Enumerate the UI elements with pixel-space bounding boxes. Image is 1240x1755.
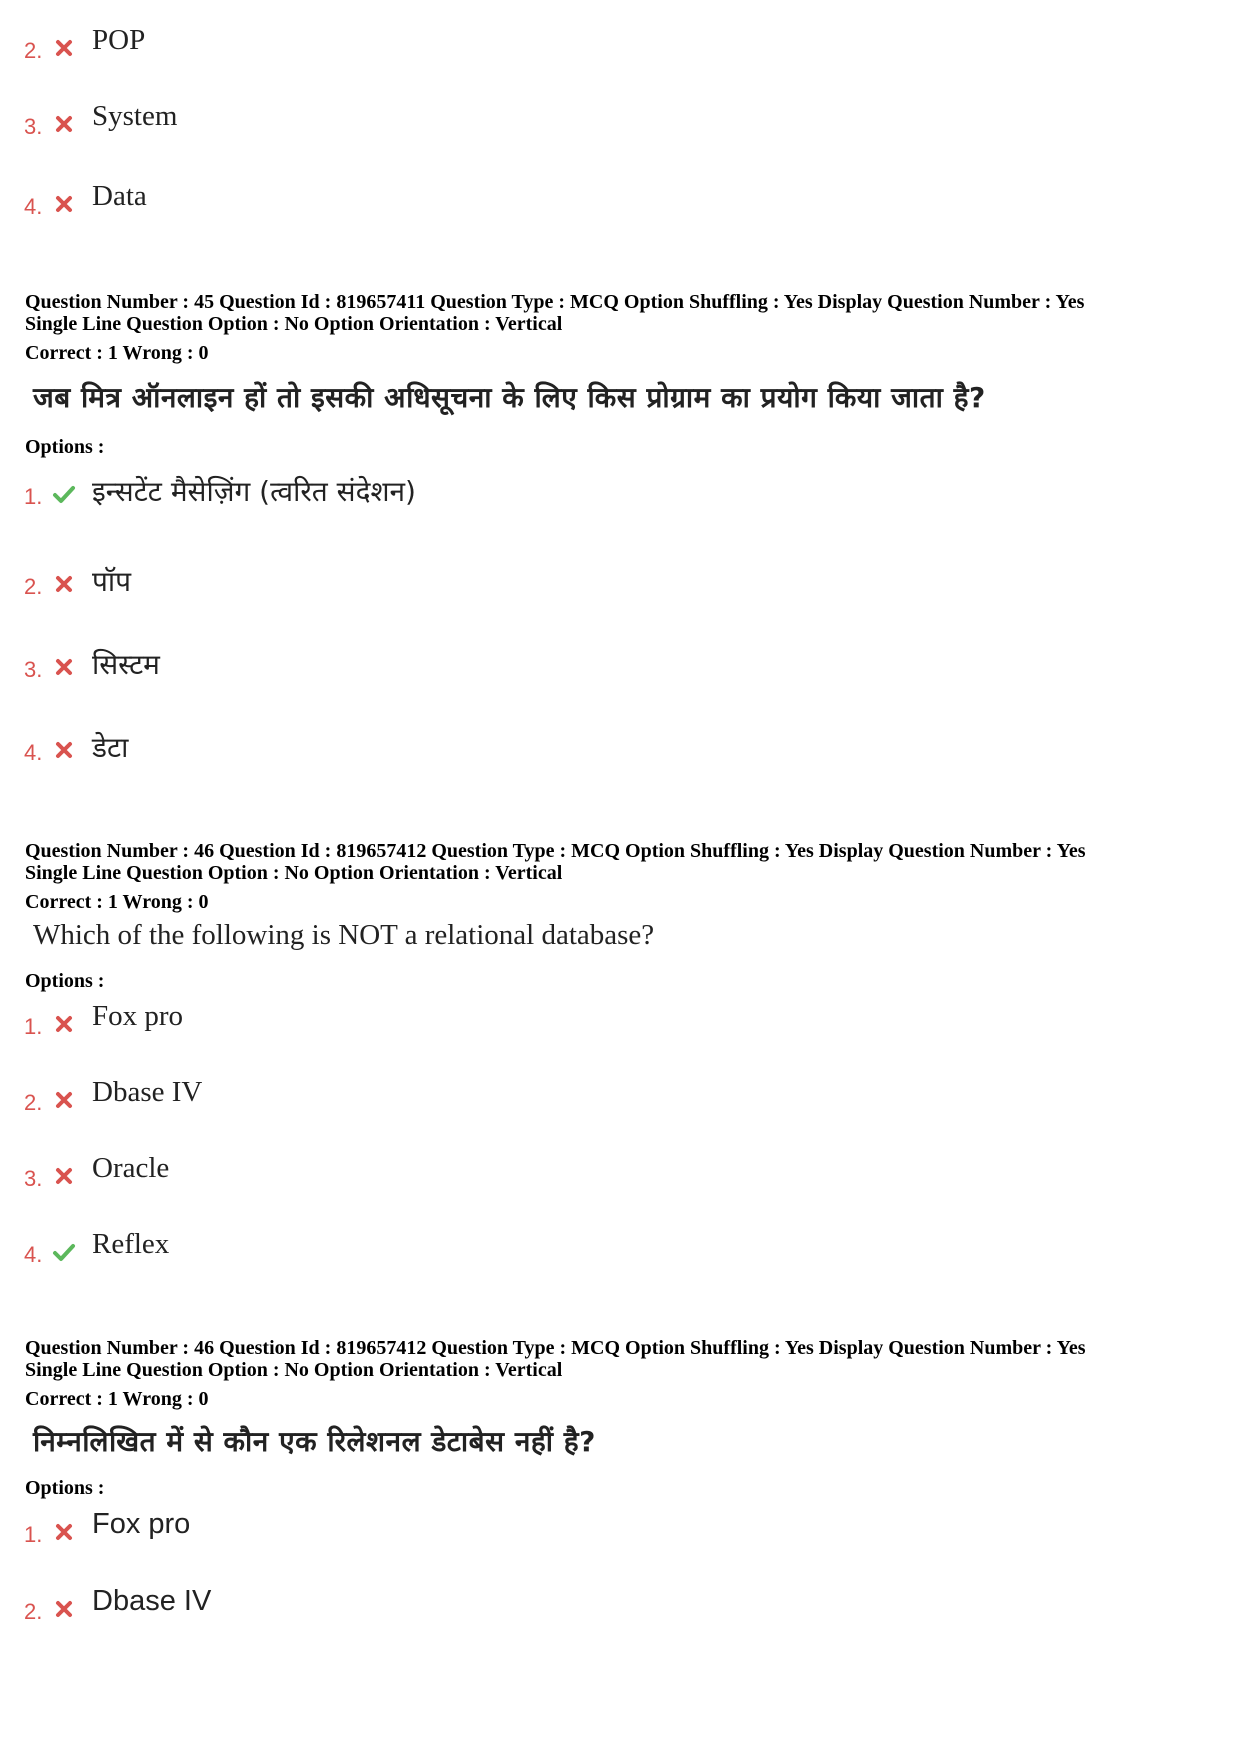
option-number: 4. [24,194,43,219]
option-text: System [92,100,178,132]
option-number: 1. [24,484,43,509]
option-text: Dbase IV [92,1076,203,1108]
option-number: 2. [24,1599,43,1624]
options-label: Options : [25,436,105,458]
option-text: POP [92,24,146,56]
option-number: 2. [24,38,43,63]
check-icon [52,1240,76,1264]
option-number: 1. [24,1522,43,1547]
question-marks: Correct : 1 Wrong : 0 [25,1388,209,1410]
question-meta: Question Number : 46 Question Id : 819657412 Question Type : MCQ Option Shuffling : Yes Display Question Number : Yes [25,840,1086,862]
option-text: सिस्टम [92,648,160,681]
cross-icon [52,1012,76,1036]
check-icon [52,482,76,506]
question-marks: Correct : 1 Wrong : 0 [25,342,209,364]
option-text: डेटा [92,731,129,764]
option-number: 4. [24,740,43,765]
question-text: Which of the following is NOT a relational database? [33,919,655,951]
question-meta: Question Number : 45 Question Id : 819657411 Question Type : MCQ Option Shuffling : Yes Display Question Number : Yes [25,291,1085,313]
cross-icon [52,1088,76,1112]
option-number: 2. [24,1090,43,1115]
cross-icon [52,1520,76,1544]
option-number: 3. [24,114,43,139]
option-text: पॉप [92,565,132,598]
cross-icon [52,572,76,596]
option-text: Fox pro [92,1000,184,1032]
cross-icon [52,738,76,762]
question-meta-line2: Single Line Question Option : No Option Orientation : Vertical [25,862,563,884]
option-text: Data [92,180,147,212]
options-label: Options : [25,1477,105,1499]
cross-icon [52,36,76,60]
question-meta-line2: Single Line Question Option : No Option Orientation : Vertical [25,313,563,335]
option-text: इन्सटेंट मैसेज़िंग (त्वरित संदेशन) [92,475,416,508]
cross-icon [52,655,76,679]
cross-icon [52,1164,76,1188]
cross-icon [52,192,76,216]
option-text: Fox pro [92,1508,191,1540]
option-number: 3. [24,657,43,682]
cross-icon [52,1597,76,1621]
question-meta-line2: Single Line Question Option : No Option Orientation : Vertical [25,1359,563,1381]
question-meta: Question Number : 46 Question Id : 819657412 Question Type : MCQ Option Shuffling : Yes Display Question Number : Yes [25,1337,1086,1359]
question-marks: Correct : 1 Wrong : 0 [25,891,209,913]
question-text: जब मित्र ऑनलाइन हों तो इसकी अधिसूचना के लिए किस प्रोग्राम का प्रयोग किया जाता है? [33,381,986,414]
options-label: Options : [25,970,105,992]
option-text: Oracle [92,1152,170,1184]
option-number: 2. [24,574,43,599]
cross-icon [52,112,76,136]
option-text: Reflex [92,1228,170,1260]
option-number: 4. [24,1242,43,1267]
option-number: 1. [24,1014,43,1039]
option-text: Dbase IV [92,1585,212,1617]
question-text: निम्नलिखित में से कौन एक रिलेशनल डेटाबेस नहीं है? [33,1425,596,1458]
option-number: 3. [24,1166,43,1191]
